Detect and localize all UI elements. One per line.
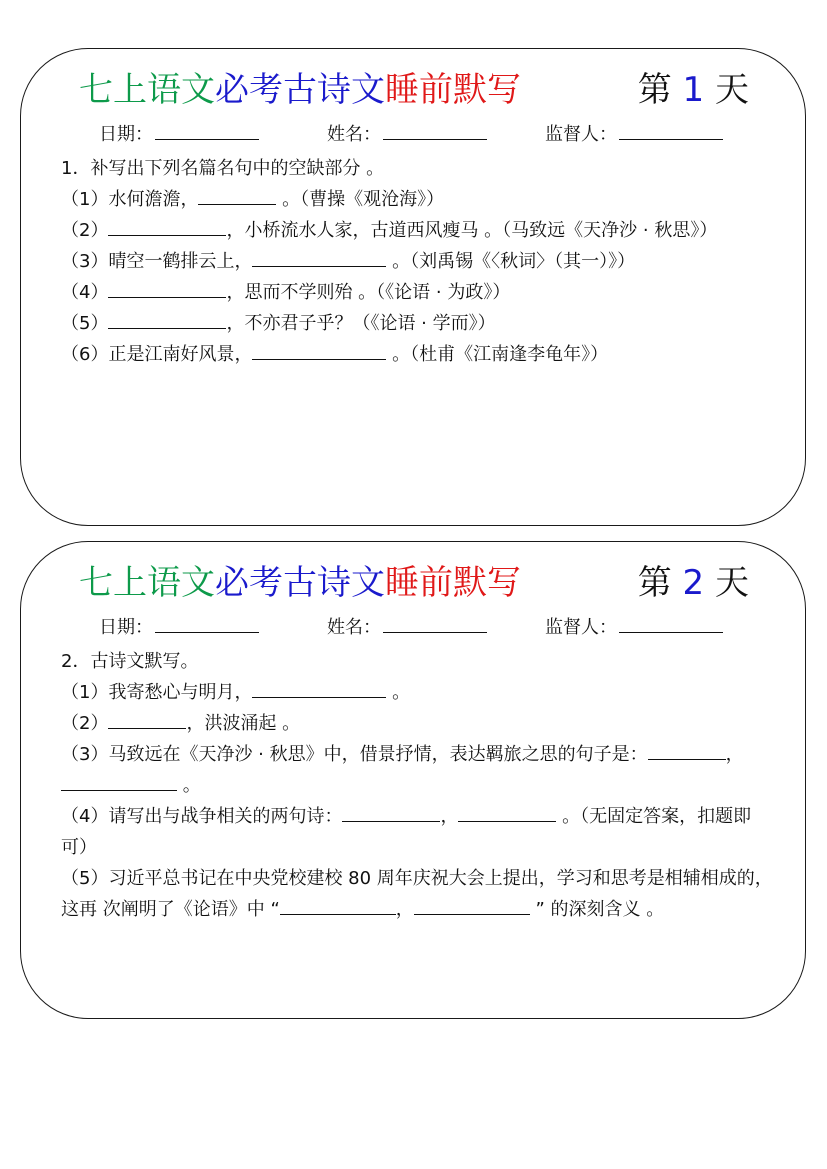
day-suffix: 天: [715, 70, 749, 110]
supervisor-field: [545, 615, 723, 640]
question-heading: 2．古诗文默写。: [61, 651, 199, 672]
question-content: [61, 153, 773, 370]
answer-blank[interactable]: [108, 217, 226, 236]
day-label: [638, 66, 749, 114]
card-title: [79, 66, 521, 114]
title-part-green: 七上语文: [79, 563, 215, 603]
question-item: （5） ，不亦君子乎？（《论语 · 学而》）: [61, 308, 773, 339]
name-label: 姓名：: [327, 617, 381, 638]
day-prefix: 第: [637, 563, 672, 603]
date-label: 日期：: [99, 124, 153, 145]
question-item: （6）正是江南好风景， 。（杜甫《江南逢李龟年》）: [61, 339, 773, 370]
question-item: （1）水何澹澹， 。（曹操《观沧海》）: [61, 184, 773, 215]
title-part-blue: 必考古诗文: [215, 70, 385, 110]
title-part-red: 睡前默写: [385, 563, 521, 603]
question-item: （2） ，小桥流水人家，古道西风瘦马 。（马致远《天净沙 · 秋思》）: [61, 215, 773, 246]
day-prefix: 第: [637, 70, 672, 110]
name-field: [327, 122, 487, 147]
meta-row: [21, 615, 805, 639]
question-item: （4） ，思而不学则殆 。（《论语 · 为政》）: [61, 277, 773, 308]
answer-blank[interactable]: [198, 186, 276, 205]
day-label: [638, 559, 749, 607]
answer-blank[interactable]: [414, 896, 530, 915]
date-field: [99, 615, 259, 640]
question-item: （5）习近平总书记在中央党校建校 80 周年庆祝大会上提出，学习和思考是相辅相成的，这再 次阐明了《论语》中 “ ， ” 的深刻含义 。: [61, 868, 773, 920]
answer-blank[interactable]: [458, 803, 556, 822]
supervisor-label: 监督人：: [545, 617, 617, 638]
supervisor-field: [545, 122, 723, 147]
question-item: （3）晴空一鹤排云上， 。（刘禹锡《〈秋词〉（其一）》）: [61, 246, 773, 277]
answer-blank[interactable]: [108, 279, 226, 298]
answer-blank[interactable]: [252, 679, 386, 698]
date-blank[interactable]: [155, 615, 259, 633]
day-2-card: [20, 541, 806, 1019]
day-number: 1: [682, 70, 705, 110]
date-label: 日期：: [99, 617, 153, 638]
day-1-card: [20, 48, 806, 526]
day-suffix: 天: [715, 563, 749, 603]
question-item: （2） ，洪波涌起 。: [61, 708, 773, 739]
title-part-red: 睡前默写: [385, 70, 521, 110]
day-number: 2: [682, 563, 705, 603]
answer-blank[interactable]: [280, 896, 396, 915]
title-part-blue: 必考古诗文: [215, 563, 385, 603]
name-blank[interactable]: [383, 615, 487, 633]
supervisor-blank[interactable]: [619, 122, 723, 140]
question-heading: 1．补写出下列名篇名句中的空缺部分 。: [61, 158, 385, 179]
answer-blank[interactable]: [108, 710, 186, 729]
question-item: （1）我寄愁心与明月， 。: [61, 677, 773, 708]
date-field: [99, 122, 259, 147]
answer-blank[interactable]: [61, 772, 177, 791]
card-title: [79, 559, 521, 607]
supervisor-label: 监督人：: [545, 124, 617, 145]
question-content: [61, 646, 773, 925]
name-blank[interactable]: [383, 122, 487, 140]
answer-blank[interactable]: [252, 341, 386, 360]
answer-blank[interactable]: [108, 310, 226, 329]
name-label: 姓名：: [327, 124, 381, 145]
title-part-green: 七上语文: [79, 70, 215, 110]
question-item: （4）请写出与战争相关的两句诗： ， 。（无固定答案，扣题即可）: [61, 801, 773, 863]
answer-blank[interactable]: [648, 741, 726, 760]
meta-row: [21, 122, 805, 146]
date-blank[interactable]: [155, 122, 259, 140]
supervisor-blank[interactable]: [619, 615, 723, 633]
answer-blank[interactable]: [252, 248, 386, 267]
name-field: [327, 615, 487, 640]
question-item: （3）马致远在《天净沙 · 秋思》中，借景抒情，表达羁旅之思的句子是： ， 。: [61, 739, 773, 801]
answer-blank[interactable]: [342, 803, 440, 822]
